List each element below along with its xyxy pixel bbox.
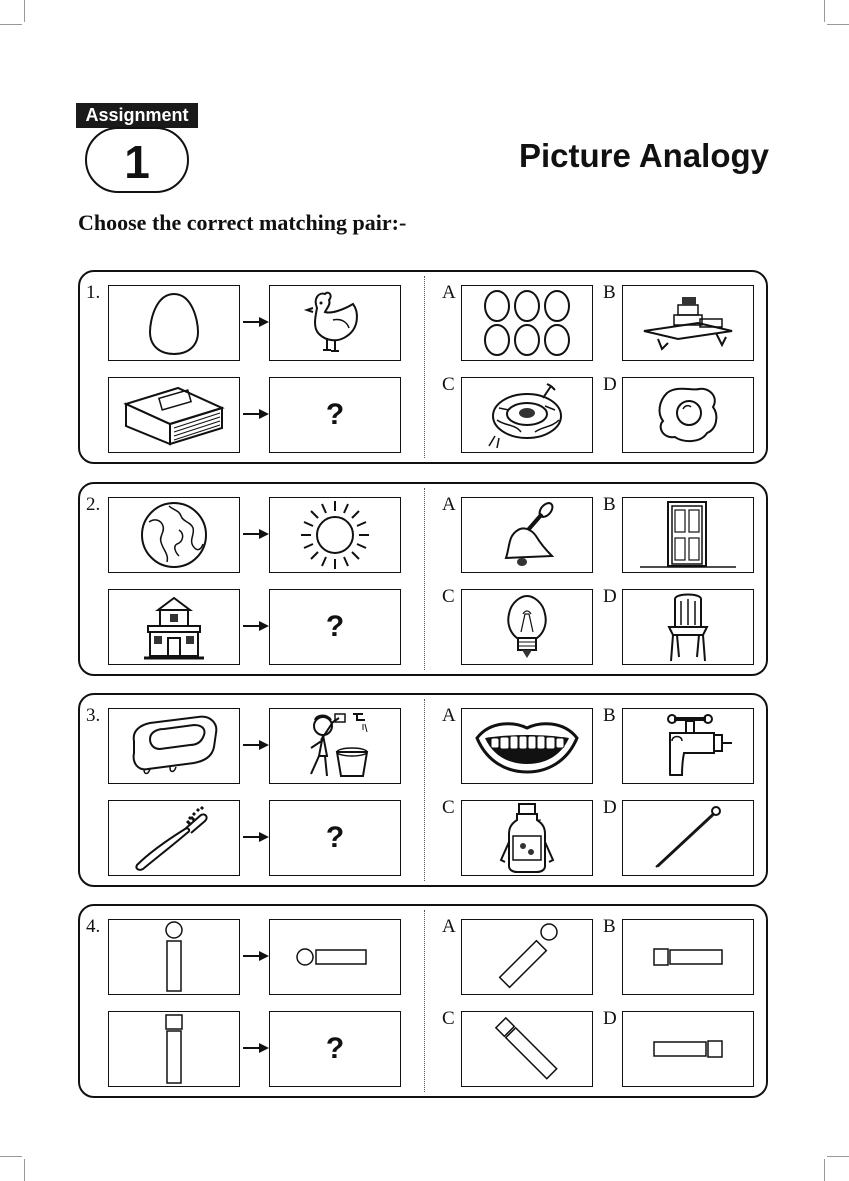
arrow-icon <box>243 832 269 842</box>
arrow-icon <box>243 409 269 419</box>
option-b-box[interactable] <box>622 285 754 361</box>
option-d-box[interactable] <box>622 589 754 665</box>
book-icon <box>118 382 230 448</box>
option-letter: C <box>442 1008 455 1029</box>
toothbrush-icon <box>129 803 219 873</box>
pair-right-box <box>269 919 401 995</box>
option-letter: C <box>442 797 455 818</box>
sun-icon <box>299 499 371 571</box>
pin-icon <box>648 803 728 873</box>
question-number: 3. <box>86 705 101 726</box>
option-d-box[interactable] <box>622 1011 754 1087</box>
question-2 <box>78 482 768 676</box>
question-number: 2. <box>86 494 101 515</box>
pair-left-box <box>108 919 240 995</box>
option-a-box[interactable] <box>461 919 593 995</box>
option-c-box[interactable] <box>461 800 593 876</box>
diagonal-square-bar-icon <box>487 1014 567 1084</box>
query-box <box>108 589 240 665</box>
chair-icon <box>663 591 713 663</box>
egg-icon <box>144 290 204 356</box>
answer-box <box>269 377 401 453</box>
pair-left-box <box>108 497 240 573</box>
arrow-icon <box>243 740 269 750</box>
option-c-box[interactable] <box>461 589 593 665</box>
option-letter: A <box>442 705 456 726</box>
divider <box>424 276 425 458</box>
arrow-icon <box>243 529 269 539</box>
fried-egg-icon <box>653 383 723 447</box>
option-letter: C <box>442 586 455 607</box>
question-mark: ? <box>325 1032 345 1065</box>
question-mark: ? <box>325 821 345 854</box>
crop-mark <box>827 1156 849 1157</box>
option-letter: D <box>603 374 617 395</box>
hen-icon <box>303 288 367 358</box>
horizontal-circle-bar-icon <box>295 945 375 969</box>
pair-left-box <box>108 708 240 784</box>
question-4 <box>78 904 768 1098</box>
soap-icon <box>124 713 224 779</box>
crop-mark <box>0 1156 22 1157</box>
earth-icon <box>139 500 209 570</box>
arrow-icon <box>243 1043 269 1053</box>
divider <box>424 488 425 670</box>
option-letter: D <box>603 586 617 607</box>
diagonal-circle-bar-icon <box>487 922 567 992</box>
arrow-icon <box>243 621 269 631</box>
option-letter: A <box>442 494 456 515</box>
option-letter: A <box>442 916 456 937</box>
query-box <box>108 377 240 453</box>
question-mark: ? <box>325 398 345 431</box>
crop-mark <box>827 24 849 25</box>
pair-right-box <box>269 497 401 573</box>
option-a-box[interactable] <box>461 497 593 573</box>
boy-bathing-icon <box>297 710 373 782</box>
option-b-box[interactable] <box>622 708 754 784</box>
page-title: Picture Analogy <box>519 137 769 174</box>
horizontal-square-left-bar-icon <box>648 945 728 969</box>
divider <box>424 910 425 1092</box>
instruction: Choose the correct matching pair:- <box>78 210 407 235</box>
option-a-box[interactable] <box>461 708 593 784</box>
pair-left-box <box>108 285 240 361</box>
crop-mark <box>24 0 25 22</box>
query-box <box>108 800 240 876</box>
vertical-square-bar-icon <box>154 1013 194 1085</box>
query-box <box>108 1011 240 1087</box>
answer-box <box>269 1011 401 1087</box>
option-letter: C <box>442 374 455 395</box>
option-c-box[interactable] <box>461 377 593 453</box>
divider <box>424 699 425 881</box>
option-letter: D <box>603 1008 617 1029</box>
crop-mark <box>824 1159 825 1181</box>
option-c-box[interactable] <box>461 1011 593 1087</box>
option-a-box[interactable] <box>461 285 593 361</box>
pair-right-box <box>269 708 401 784</box>
six-eggs-icon <box>481 288 573 358</box>
assignment-badge: Assignment <box>76 103 198 128</box>
option-d-box[interactable] <box>622 377 754 453</box>
option-letter: B <box>603 282 616 303</box>
arrow-icon <box>243 317 269 327</box>
answer-box <box>269 589 401 665</box>
option-letter: B <box>603 916 616 937</box>
question-number: 1. <box>86 282 101 303</box>
question-1 <box>78 270 768 464</box>
horizontal-square-right-bar-icon <box>648 1037 728 1061</box>
option-b-box[interactable] <box>622 497 754 573</box>
house-icon <box>142 592 206 662</box>
question-number: 4. <box>86 916 101 937</box>
nest-icon <box>485 380 569 450</box>
assignment-number: 1 <box>85 127 189 193</box>
option-b-box[interactable] <box>622 919 754 995</box>
option-letter: D <box>603 797 617 818</box>
crop-mark <box>24 1159 25 1181</box>
bottle-icon <box>497 802 557 874</box>
answer-box <box>269 800 401 876</box>
bell-icon <box>492 500 562 570</box>
option-d-box[interactable] <box>622 800 754 876</box>
option-letter: B <box>603 494 616 515</box>
option-letter: A <box>442 282 456 303</box>
arrow-icon <box>243 951 269 961</box>
books-on-shelf-icon <box>638 293 738 353</box>
door-icon <box>638 500 738 570</box>
tap-icon <box>642 711 734 781</box>
vertical-circle-bar-icon <box>154 921 194 993</box>
crop-mark <box>0 24 22 25</box>
question-mark: ? <box>325 610 345 643</box>
option-letter: B <box>603 705 616 726</box>
question-3 <box>78 693 768 887</box>
teeth-icon <box>471 716 583 776</box>
bulb-icon <box>503 592 551 662</box>
pair-right-box <box>269 285 401 361</box>
crop-mark <box>824 0 825 22</box>
